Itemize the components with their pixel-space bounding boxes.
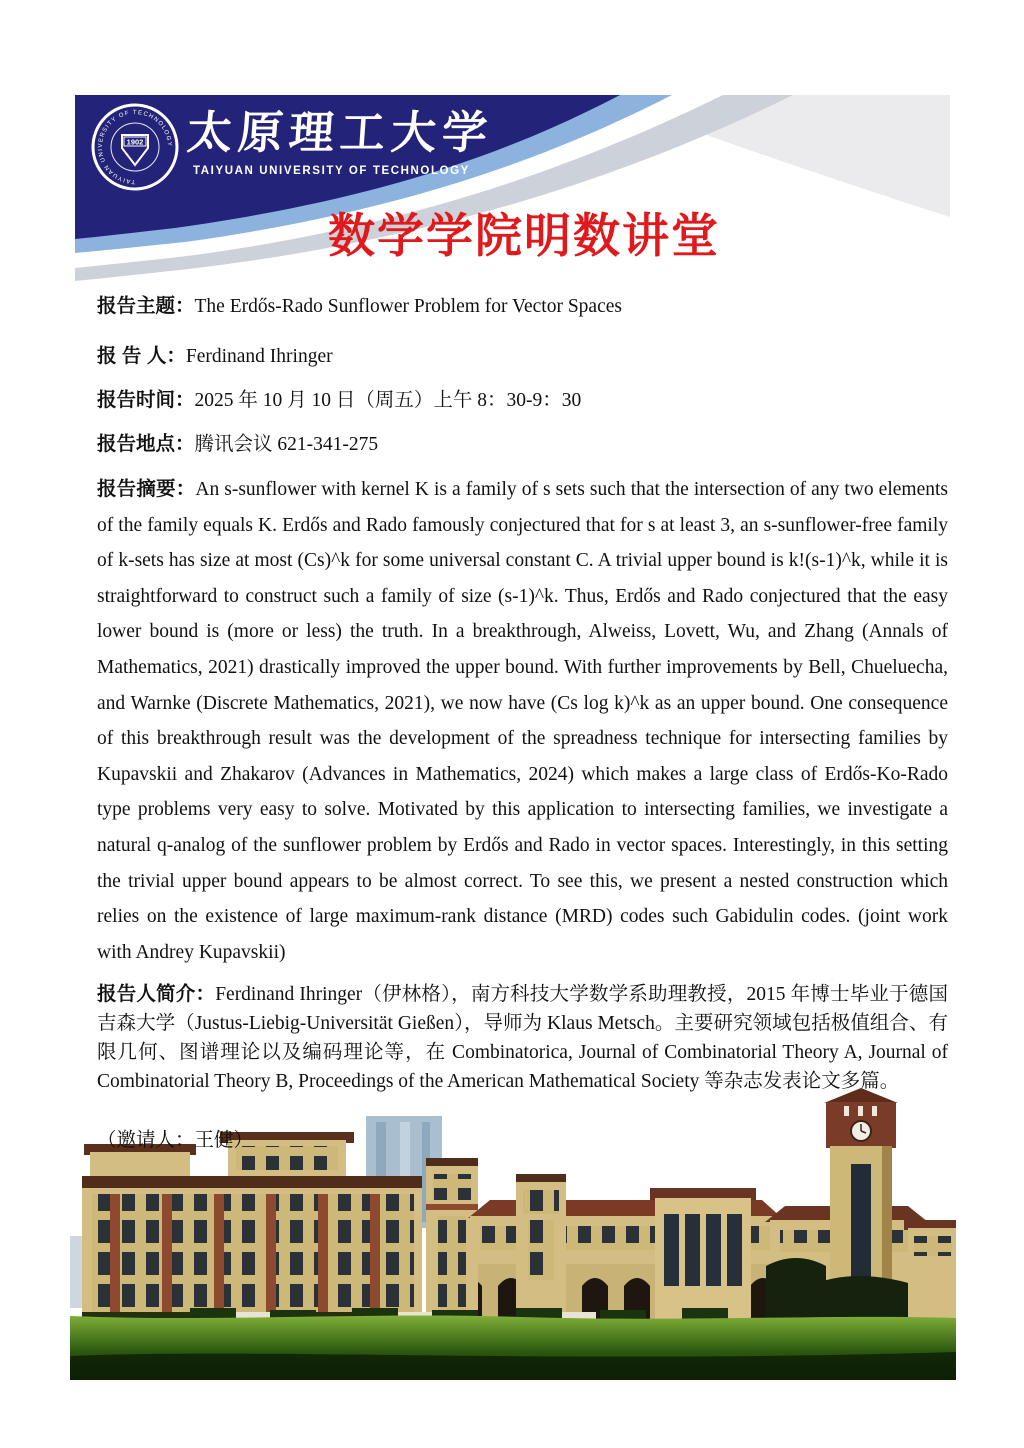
venue-row: [97, 428, 948, 456]
series-title: 数学学院明数讲堂: [328, 209, 720, 262]
bio-text: Ferdinand Ihringer（伊林格），南方科技大学数学系助理教授，2015 年博士毕业于德国吉森大学（Justus-Liebig-Universität Gießen），导师为 Klaus Metsch。主要研究领域包括极值组合、有限几何、图谱理论以及编码理论等，在 Combinatorica, Journal of Combinatorial Theory A, Journal of Combinatorial Theory B, Proceedings of the American Mathematical Society 等杂志发表论文多篇。: [97, 984, 948, 1093]
speaker-label: 报 告 人：: [97, 345, 186, 367]
lawn: [70, 1308, 956, 1380]
seal-year: 1902: [126, 137, 144, 147]
banner: [75, 95, 950, 285]
topic-row: [97, 290, 948, 318]
seal-ring-text: TAIYUAN UNIVERSITY OF TECHNOLOGY: [97, 109, 173, 185]
university-name-cn: 太原理工大学: [185, 108, 495, 158]
bio-label: 报告人简介：: [97, 983, 216, 1006]
far-right-building: [904, 1220, 956, 1322]
time-value: 2025 年 10 月 10 日（周五）上午 8：30-9：30: [194, 390, 582, 411]
time-label: 报告时间：: [97, 389, 195, 411]
university-name-en: TAIYUAN UNIVERSITY OF TECHNOLOGY: [193, 165, 470, 177]
announcement-body: [97, 290, 948, 1152]
speaker-row: [97, 340, 948, 368]
time-row: [97, 384, 948, 412]
topic-label: 报告主题：: [97, 295, 195, 317]
tower-b: [516, 1174, 566, 1322]
abstract-text: An s-sunflower with kernel K is a family of s sets such that the intersection of any two elements of the family equals K. Erdős and Rado famously conjectured that for s at least 3, an s-sunflower-free family of k-sets has size at most (Cs)^k for some universal constant C. A trivial upper bound is k!(s-1)^k, while it is straightforward to construct such a family of size (s-1)^k. Thus, Erdős and Rado conjectured that the easy lower bound is (more or less) the truth. In a breakthrough, Alweiss, Lovett, Wu, and Zhang (Annals of Mathematics, 2021) drastically improved the upper bound. With further improvements by Bell, Chueluecha, and Warnke (Discrete Mathematics, 2021), we now have (Cs log k)^k as an upper bound. One consequence of this breakthrough result was the development of the spreadness technique for intersecting families by Kupavskii and Zhakarov (Advances in Mathematics, 2024) which makes a large class of Erdős-Ko-Rado type problems very easy to solve. Motivated by this application to intersecting families, we investigate a natural q-analog of the sunflower problem by Erdős and Rado in vector spaces. Interestingly, in this setting the trivial upper bound appears to be almost correct. To see this, we present a nested construction which relies on the existence of large maximum-rank distance (MRD) codes such Gabidulin codes. (joint work with Andrey Kupavskii): [97, 479, 948, 963]
speaker-value: Ferdinand Ihringer: [185, 346, 333, 367]
tall-window-hall: [650, 1188, 756, 1322]
topic-value: The Erdős-Rado Sunflower Problem for Vector Spaces: [194, 296, 622, 317]
inviter-note: （邀请人：王健）: [97, 1130, 254, 1152]
abstract-paragraph: [97, 472, 948, 970]
bio-paragraph: [97, 980, 948, 1096]
abstract-label: 报告摘要：: [97, 478, 196, 500]
venue-label: 报告地点：: [97, 433, 195, 455]
venue-value: 腾讯会议 621-341-275: [194, 434, 379, 455]
